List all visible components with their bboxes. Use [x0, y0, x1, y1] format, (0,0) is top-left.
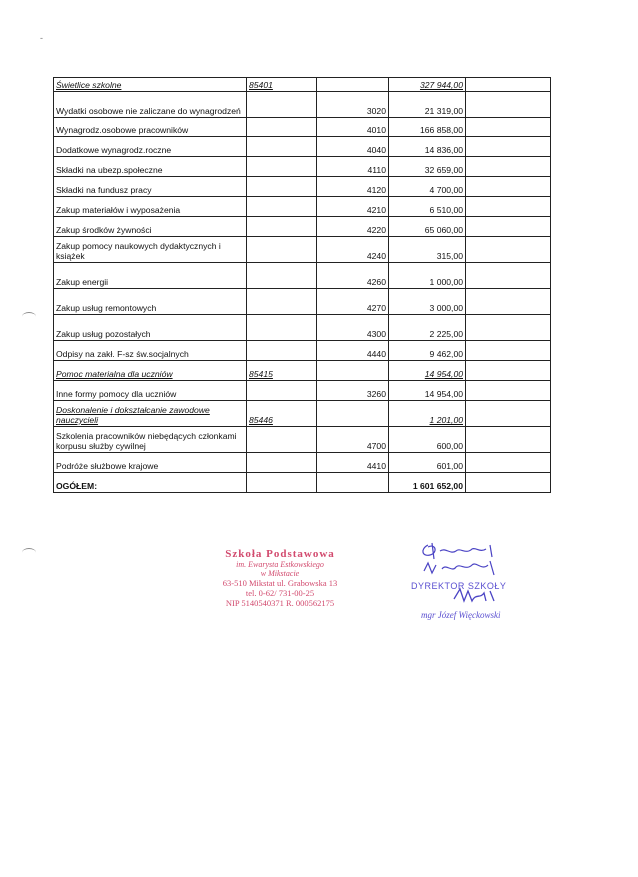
cell-name: Zakup energii [54, 263, 247, 289]
cell-empty [466, 78, 551, 92]
table-row [54, 315, 551, 341]
stamp-line: 63-510 Mikstat ul. Grabowska 13 [222, 578, 338, 588]
table-row [54, 361, 551, 381]
cell-chapter [247, 341, 317, 361]
table-row [54, 118, 551, 137]
cell-name: Wynagrodz.osobowe pracowników [54, 118, 247, 137]
cell-chapter: 85446 [247, 401, 317, 427]
table-row [54, 157, 551, 177]
cell-chapter [247, 289, 317, 315]
cell-name: Świetlice szkolne [54, 78, 247, 92]
cell-empty [466, 197, 551, 217]
cell-name: Zakup pomocy naukowych dydaktycznych i książek [54, 237, 247, 263]
cell-amount: 601,00 [389, 453, 466, 473]
cell-amount: 327 944,00 [389, 78, 466, 92]
cell-empty [466, 453, 551, 473]
stamp-line: tel. 0-62/ 731-00-25 [245, 588, 315, 598]
cell-name: Inne formy pomocy dla uczniów [54, 381, 247, 401]
cell-empty [466, 118, 551, 137]
cell-paragraph: 4260 [317, 263, 389, 289]
cell-empty [466, 137, 551, 157]
cell-name: Zakup usług remontowych [54, 289, 247, 315]
cell-empty [466, 157, 551, 177]
cell-paragraph: 3020 [317, 92, 389, 118]
cell-empty [466, 473, 551, 493]
cell-amount: 14 836,00 [389, 137, 466, 157]
cell-paragraph: 4210 [317, 197, 389, 217]
table-row [54, 453, 551, 473]
stamp-line: w Mikstacie [260, 569, 300, 578]
table-row [54, 341, 551, 361]
cell-name: Zakup materiałów i wyposażenia [54, 197, 247, 217]
cell-amount: 6 510,00 [389, 197, 466, 217]
cell-empty [466, 341, 551, 361]
cell-empty [466, 289, 551, 315]
punch-mark [22, 312, 36, 321]
cell-amount: 1 000,00 [389, 263, 466, 289]
cell-paragraph: 4110 [317, 157, 389, 177]
table-row [54, 92, 551, 118]
cell-chapter [247, 217, 317, 237]
cell-paragraph: 4240 [317, 237, 389, 263]
cell-amount: 315,00 [389, 237, 466, 263]
cell-chapter [247, 157, 317, 177]
cell-name: Zakup usług pozostałych [54, 315, 247, 341]
budget-table-body [54, 78, 551, 493]
cell-empty [466, 381, 551, 401]
cell-amount: 21 319,00 [389, 92, 466, 118]
cell-empty [466, 361, 551, 381]
table-row [54, 289, 551, 315]
cell-paragraph: 4440 [317, 341, 389, 361]
cell-paragraph: 4010 [317, 118, 389, 137]
cell-amount: 65 060,00 [389, 217, 466, 237]
cell-amount: 600,00 [389, 427, 466, 453]
cell-amount: 166 858,00 [389, 118, 466, 137]
punch-mark [22, 548, 36, 557]
cell-paragraph [317, 361, 389, 381]
cell-chapter [247, 92, 317, 118]
cell-name: Doskonalenie i dokształcanie zawodowe nauczycieli [54, 401, 247, 427]
cell-name: Pomoc materialna dla uczniów [54, 361, 247, 381]
table-row [54, 427, 551, 453]
cell-amount: 14 954,00 [389, 361, 466, 381]
cell-name: Podróże służbowe krajowe [54, 453, 247, 473]
table-row [54, 381, 551, 401]
cell-paragraph: 4300 [317, 315, 389, 341]
cell-amount: 1 601 652,00 [389, 473, 466, 493]
stamp-line: NIP 5140540371 R. 000562175 [225, 598, 335, 608]
cell-amount: 4 700,00 [389, 177, 466, 197]
cell-paragraph: 4410 [317, 453, 389, 473]
table-row [54, 78, 551, 92]
cell-amount: 3 000,00 [389, 289, 466, 315]
cell-empty [466, 401, 551, 427]
stamp-line: Szkoła Podstawowa [225, 548, 335, 560]
cell-paragraph [317, 78, 389, 92]
cell-chapter [247, 137, 317, 157]
table-row [54, 401, 551, 427]
cell-name: Odpisy na zakł. F-sz św.socjalnych [54, 341, 247, 361]
cell-empty [466, 92, 551, 118]
cell-amount: 9 462,00 [389, 341, 466, 361]
signature-title: DYREKTOR SZKOŁY [411, 581, 507, 591]
cell-chapter [247, 118, 317, 137]
cell-amount: 32 659,00 [389, 157, 466, 177]
cell-paragraph: 4040 [317, 137, 389, 157]
cell-paragraph: 4270 [317, 289, 389, 315]
cell-chapter: 85415 [247, 361, 317, 381]
cell-name: Składki na ubezp.społeczne [54, 157, 247, 177]
cell-amount: 2 225,00 [389, 315, 466, 341]
cell-name: Składki na fundusz pracy [54, 177, 247, 197]
page-tick-mark: - [40, 33, 43, 43]
cell-name: Szkolenia pracowników niebędących członkami korpusu służby cywilnej [54, 427, 247, 453]
cell-chapter [247, 381, 317, 401]
cell-empty [466, 177, 551, 197]
table-row [54, 197, 551, 217]
cell-empty [466, 315, 551, 341]
cell-paragraph: 3260 [317, 381, 389, 401]
cell-chapter [247, 453, 317, 473]
table-row [54, 237, 551, 263]
cell-chapter [247, 427, 317, 453]
table-row [54, 137, 551, 157]
cell-paragraph [317, 401, 389, 427]
cell-name: Wydatki osobowe nie zaliczane do wynagrodzeń [54, 92, 247, 118]
table-row [54, 217, 551, 237]
cell-name: Zakup środków żywności [54, 217, 247, 237]
table-row [54, 263, 551, 289]
cell-name: OGÓŁEM: [54, 473, 247, 493]
cell-chapter [247, 197, 317, 217]
budget-table [53, 77, 551, 493]
cell-name: Dodatkowe wynagrodz.roczne [54, 137, 247, 157]
signature-name: mgr Józef Więckowski [421, 610, 501, 620]
cell-chapter [247, 177, 317, 197]
cell-paragraph [317, 473, 389, 493]
cell-chapter [247, 237, 317, 263]
school-stamp [205, 548, 355, 608]
table-row [54, 473, 551, 493]
cell-empty [466, 237, 551, 263]
cell-paragraph: 4700 [317, 427, 389, 453]
cell-amount: 1 201,00 [389, 401, 466, 427]
stamp-line: im. Ewarysta Estkowskiego [236, 560, 324, 569]
cell-chapter [247, 473, 317, 493]
cell-amount: 14 954,00 [389, 381, 466, 401]
cell-paragraph: 4220 [317, 217, 389, 237]
cell-empty [466, 217, 551, 237]
cell-chapter: 85401 [247, 78, 317, 92]
cell-empty [466, 427, 551, 453]
table-row [54, 177, 551, 197]
cell-chapter [247, 315, 317, 341]
cell-paragraph: 4120 [317, 177, 389, 197]
cell-empty [466, 263, 551, 289]
cell-chapter [247, 263, 317, 289]
